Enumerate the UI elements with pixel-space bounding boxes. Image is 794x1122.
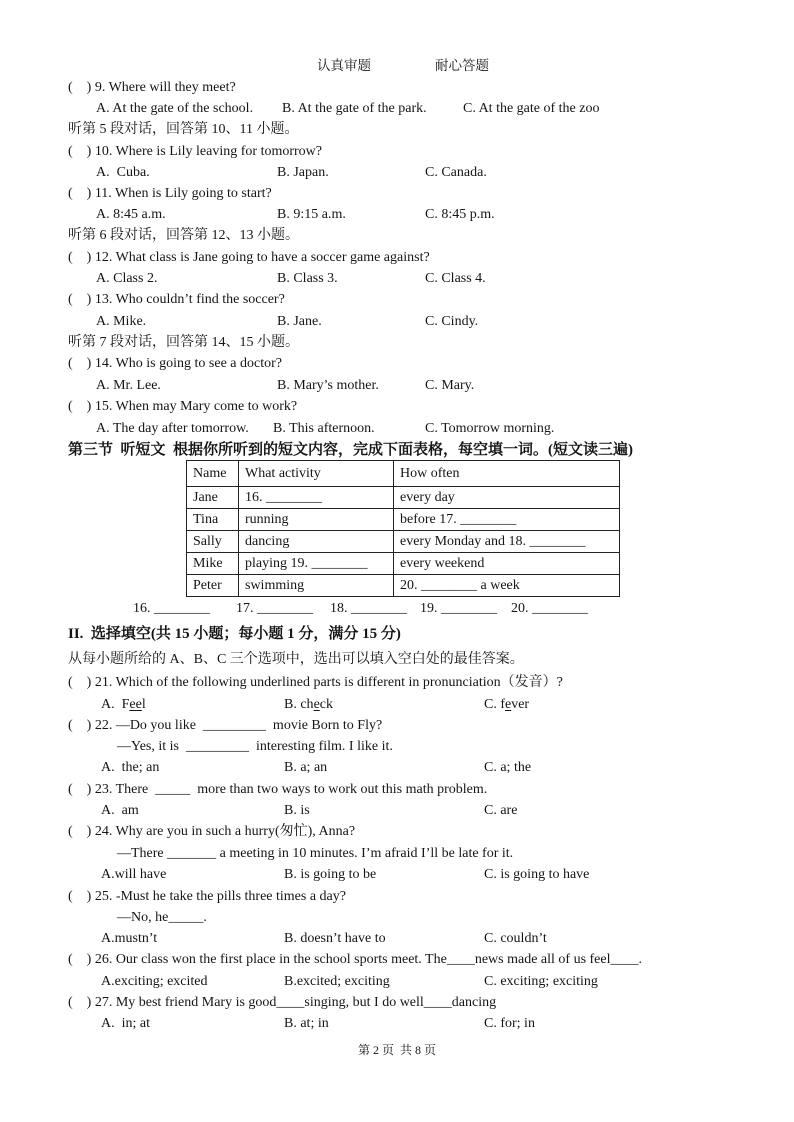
- dialog-6-instruction: 听第 6 段对话，回答第 12、13 小题。: [68, 228, 299, 243]
- question-22-option-b: B. a; an: [284, 760, 328, 775]
- table-cell-frequency: every weekend: [394, 553, 620, 575]
- question-10-option-a: A. Cuba.: [96, 165, 150, 180]
- question-22-option-a: A. the; an: [101, 760, 160, 775]
- table-header-activity: What activity: [239, 461, 394, 487]
- question-15-option-a: A. The day after tomorrow.: [96, 421, 249, 436]
- question-24-stem: ( ) 24. Why are you in such a hurry(匆忙), Anna?: [68, 824, 356, 839]
- answer-blank-16: 16. ________: [133, 601, 210, 616]
- question-11-option-a: A. 8:45 a.m.: [96, 207, 166, 222]
- table-row: [187, 531, 620, 553]
- dialog-7-instruction: 听第 7 段对话，回答第 14、15 小题。: [68, 335, 299, 350]
- header-motto-left: 认真审题: [317, 58, 371, 73]
- table-cell-frequency: 20. ________ a week: [394, 575, 620, 597]
- table-header-frequency: How often: [394, 461, 620, 487]
- question-12-option-c: C. Class 4.: [425, 271, 486, 286]
- question-22-stem: ( ) 22. —Do you like _________ movie Born to Fly?: [68, 718, 383, 733]
- question-27-stem: ( ) 27. My best friend Mary is good____singing, but I do well____dancing: [68, 995, 497, 1010]
- question-14-option-b: B. Mary’s mother.: [277, 378, 379, 393]
- question-25-stem: ( ) 25. -Must he take the pills three times a day?: [68, 889, 346, 904]
- question-25-option-b: B. doesn’t have to: [284, 931, 386, 946]
- dialog-5-instruction: 听第 5 段对话，回答第 10、11 小题。: [68, 122, 299, 137]
- question-21-stem: ( ) 21. Which of the following underlined parts is different in pronunciation（发音）?: [68, 675, 563, 690]
- question-13-stem: ( ) 13. Who couldn’t find the soccer?: [68, 292, 285, 307]
- question-23-option-c: C. are: [484, 803, 518, 818]
- question-25-line2: —No, he_____.: [117, 910, 207, 925]
- answer-blank-20: 20. ________: [511, 601, 588, 616]
- question-26-stem: ( ) 26. Our class won the first place in the school sports meet. The____news made all of us feel____.: [68, 952, 642, 967]
- question-25-option-c: C. couldn’t: [484, 931, 547, 946]
- question-10-stem: ( ) 10. Where is Lily leaving for tomorrow?: [68, 144, 323, 159]
- table-row: [187, 509, 620, 531]
- table-cell-activity: swimming: [239, 575, 394, 597]
- part-2-instructions: 从每小题所给的 A、B、C 三个选项中，选出可以填入空白处的最佳答案。: [68, 652, 524, 667]
- table-cell-activity: playing 19. ________: [239, 553, 394, 575]
- question-12-stem: ( ) 12. What class is Jane going to have a soccer game against?: [68, 250, 430, 265]
- underlined-letters: ee: [129, 697, 142, 712]
- option-text: ck: [319, 697, 333, 712]
- question-14-stem: ( ) 14. Who is going to see a doctor?: [68, 356, 282, 371]
- question-9-option-b: B. At the gate of the park.: [282, 101, 427, 116]
- question-9-option-a: A. At the gate of the school.: [96, 101, 254, 116]
- question-24-option-a: A.will have: [101, 867, 167, 882]
- underlined-letters: e: [505, 697, 512, 712]
- question-11-option-b: B. 9:15 a.m.: [277, 207, 346, 222]
- table-cell-activity: 16. ________: [239, 487, 394, 509]
- table-row: [187, 553, 620, 575]
- question-27-option-b: B. at; in: [284, 1016, 329, 1031]
- question-11-stem: ( ) 11. When is Lily going to start?: [68, 186, 272, 201]
- question-22-line2: —Yes, it is _________ interesting film. I like it.: [117, 739, 393, 754]
- question-9-option-c: C. At the gate of the zoo: [463, 101, 600, 116]
- question-27-option-c: C. for; in: [484, 1016, 535, 1031]
- question-25-option-a: A.mustn’t: [101, 931, 158, 946]
- question-12-option-b: B. Class 3.: [277, 271, 338, 286]
- question-22-option-c: C. a; the: [484, 760, 532, 775]
- question-26-option-a: A.exciting; excited: [101, 974, 208, 989]
- question-12-option-a: A. Class 2.: [96, 271, 158, 286]
- part-2-title: II. 选择填空(共 15 小题；每小题 1 分，满分 15 分): [68, 626, 401, 642]
- table-cell-activity: running: [239, 509, 394, 531]
- question-14-option-a: A. Mr. Lee.: [96, 378, 161, 393]
- question-23-option-a: A. am: [101, 803, 139, 818]
- option-text: B. ch: [284, 697, 314, 712]
- table-cell-name: Sally: [187, 531, 239, 553]
- table-header-row: [187, 461, 620, 487]
- answer-blank-17: 17. ________: [236, 601, 313, 616]
- question-10-option-c: C. Canada.: [425, 165, 487, 180]
- table-cell-frequency: before 17. ________: [394, 509, 620, 531]
- table-row: [187, 575, 620, 597]
- answer-blank-18: 18. ________: [330, 601, 407, 616]
- table-row: [187, 487, 620, 509]
- question-13-option-b: B. Jane.: [277, 314, 322, 329]
- question-23-option-b: B. is: [284, 803, 310, 818]
- question-11-option-c: C. 8:45 p.m.: [425, 207, 495, 222]
- question-15-option-b: B. This afternoon.: [273, 421, 375, 436]
- table-header-name: Name: [187, 461, 239, 487]
- header-motto-right: 耐心答题: [435, 58, 489, 73]
- question-15-option-c: C. Tomorrow morning.: [425, 421, 555, 436]
- question-21-option-b: [284, 696, 333, 714]
- option-text: ver: [511, 697, 530, 712]
- table-cell-name: Tina: [187, 509, 239, 531]
- table-cell-name: Mike: [187, 553, 239, 575]
- table-cell-name: Peter: [187, 575, 239, 597]
- table-cell-name: Jane: [187, 487, 239, 509]
- page-number-footer: 第 2 页 共 8 页: [357, 1043, 436, 1057]
- question-21-option-c: [484, 696, 529, 714]
- question-13-option-c: C. Cindy.: [425, 314, 479, 329]
- question-23-stem: ( ) 23. There _____ more than two ways to work out this math problem.: [68, 782, 488, 797]
- question-13-option-a: A. Mike.: [96, 314, 147, 329]
- underlined-letters: e: [313, 697, 320, 712]
- question-27-option-a: A. in; at: [101, 1016, 150, 1031]
- table-cell-frequency: every day: [394, 487, 620, 509]
- fill-in-table: [186, 460, 620, 597]
- question-26-option-b: B.excited; exciting: [284, 974, 390, 989]
- section-3-title: 第三节 听短文 根据你所听到的短文内容，完成下面表格，每空填一词。(短文读三遍): [68, 442, 633, 458]
- question-21-option-a: [101, 696, 146, 714]
- question-24-option-c: C. is going to have: [484, 867, 590, 882]
- option-text: l: [141, 697, 146, 712]
- answer-blank-19: 19. ________: [420, 601, 497, 616]
- question-24-option-b: B. is going to be: [284, 867, 377, 882]
- question-24-line2: —There _______ a meeting in 10 minutes. I’m afraid I’ll be late for it.: [117, 846, 514, 861]
- table-cell-activity: dancing: [239, 531, 394, 553]
- question-10-option-b: B. Japan.: [277, 165, 329, 180]
- question-15-stem: ( ) 15. When may Mary come to work?: [68, 399, 298, 414]
- question-14-option-c: C. Mary.: [425, 378, 475, 393]
- table-cell-frequency: every Monday and 18. ________: [394, 531, 620, 553]
- question-26-option-c: C. exciting; exciting: [484, 974, 598, 989]
- option-text: C. f: [484, 697, 505, 712]
- option-text: A. F: [101, 697, 130, 712]
- question-9-stem: ( ) 9. Where will they meet?: [68, 80, 236, 95]
